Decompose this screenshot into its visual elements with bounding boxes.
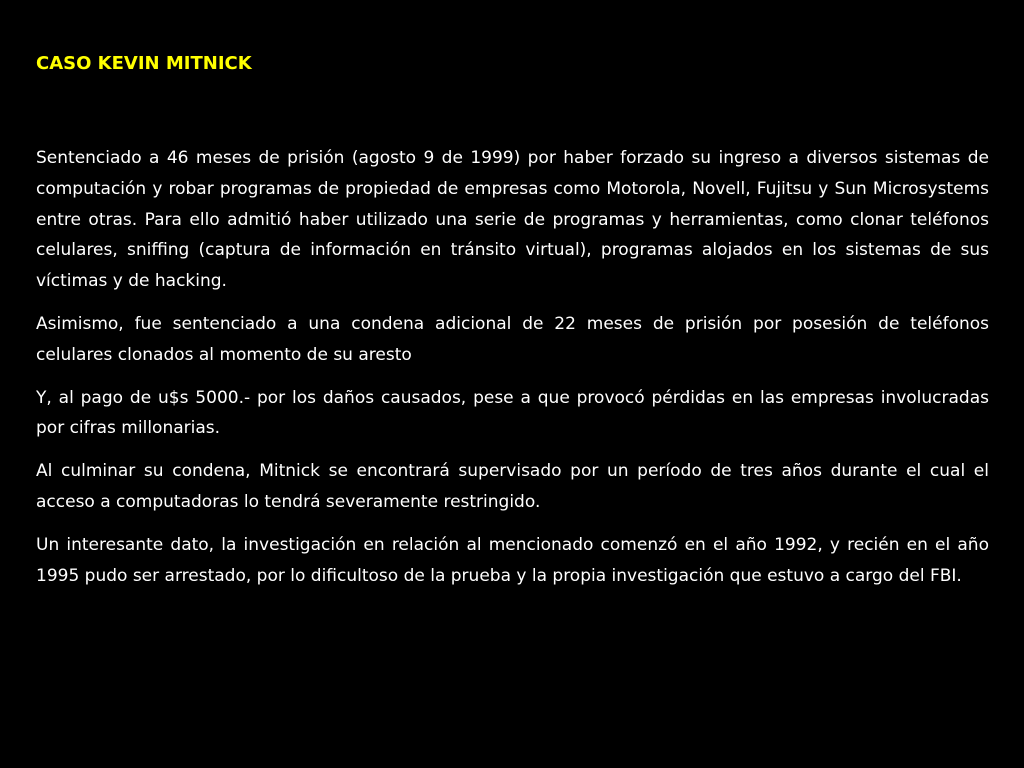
paragraph-investigation: Un interesante dato, la investigación en relación al mencionado comenzó en el año 1992, y recién en el año 1995 pudo ser arrestado, por lo dificultoso de la prueba y la propia investigación que estuvo a cargo del FBI. (36, 534, 989, 586)
paragraph-payment: Y, al pago de u$s 5000.- por los daños causados, pese a que provocó pérdidas en las empresas involucradas por cifras millonarias. (36, 387, 989, 439)
paragraph-supervision: Al culminar su condena, Mitnick se encontrará supervisado por un período de tres años durante el cual el acceso a computadoras lo tendrá severamente restringido. (36, 461, 989, 512)
slide-title: CASO KEVIN MITNICK (36, 53, 252, 74)
paragraph-sentence: Sentenciado a 46 meses de prisión (agosto 9 de 1999) por haber forzado su ingreso a diversos sistemas de computación y robar programas de propiedad de empresas como Motorola, Novell, Fujitsu y Sun Microsystems entre otras. Para ello admitió haber utilizado una serie de programas y herramientas, como clonar teléfonos celulares, sniffing (captura de información en tránsito virtual), programas alojados en los sistemas de sus víctimas y de hacking. (36, 148, 989, 292)
slide-body (36, 143, 989, 603)
paragraph-additional-sentence: Asimismo, fue sentenciado a una condena adicional de 22 meses de prisión por posesión de teléfonos celulares clonados al momento de su aresto (36, 313, 989, 365)
